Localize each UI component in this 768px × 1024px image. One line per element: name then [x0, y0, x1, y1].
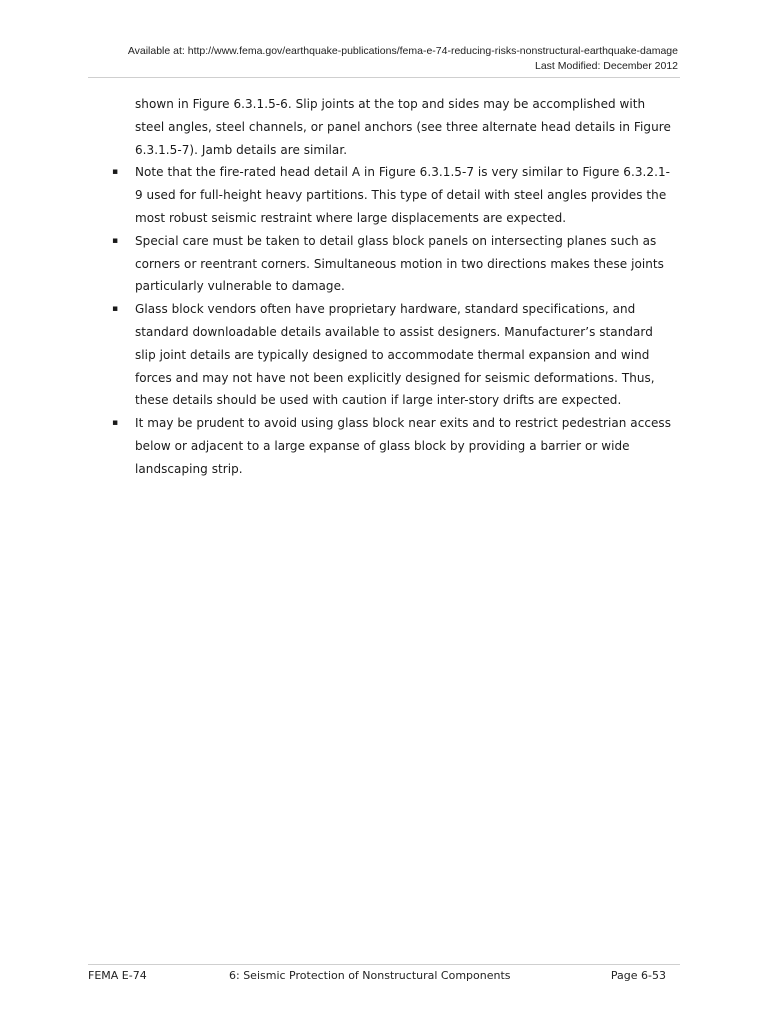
main-content [110, 93, 680, 481]
bullet-icon: ▪ [112, 167, 119, 178]
footer-chapter-title: 6: Seismic Protection of Nonstructural Components [229, 969, 511, 982]
continuation-paragraph: shown in Figure 6.3.1.5-6. Slip joints at the top and sides may be accomplished with steel angles, steel channels, or panel anchors (see three alternate head details in Figure 6.3.1.5-7). Jamb details are similar. [135, 97, 671, 157]
header-available-at: Available at: http://www.fema.gov/earthquake-publications/fema-e-74-reducing-risks-nonstructural-earthquake-damage [127, 45, 678, 57]
bullet-text: Note that the fire-rated head detail A in Figure 6.3.1.5-7 is very similar to Figure 6.3.2.1-9 used for full-height heavy partitions. This type of detail with steel angles provides the most robust seismic restraint where large displacements are expected. [135, 165, 671, 225]
header-last-modified: Last Modified: December 2012 [535, 60, 678, 72]
footer-page-number: Page 6-53 [610, 969, 666, 982]
bullet-list [110, 161, 680, 480]
bullet-text: Special care must be taken to detail glass block panels on intersecting planes such as corners or reentrant corners. Simultaneous motion in two directions makes these joints particularly vulnerable to damage. [135, 233, 664, 294]
page-header [88, 44, 678, 74]
header-divider [88, 77, 680, 78]
bullet-icon: ▪ [112, 235, 119, 246]
bullet-icon: ▪ [112, 304, 119, 315]
page-footer [88, 966, 666, 986]
bullet-item-1 [110, 161, 680, 229]
bullet-item-3 [110, 298, 680, 412]
footer-document-id: FEMA E-74 [88, 969, 147, 982]
bullet-text: Glass block vendors often have proprietary hardware, standard specifications, and standard downloadable details available to assist designers. Manufacturer’s standard slip joint details are typically designed to accommodate thermal expansion and wind forces and may not have not been explicitly designed for seismic deformations. Thus, these details should be used with caution if large inter-story drifts are expected. [135, 302, 655, 408]
bullet-text: It may be prudent to avoid using glass block near exits and to restrict pedestrian access below or adjacent to a large expanse of glass block by providing a barrier or wide landscaping strip. [135, 416, 672, 476]
footer-divider [88, 964, 680, 965]
bullet-icon: ▪ [112, 418, 119, 429]
bullet-item-2 [110, 230, 680, 298]
bullet-item-4 [110, 412, 680, 480]
